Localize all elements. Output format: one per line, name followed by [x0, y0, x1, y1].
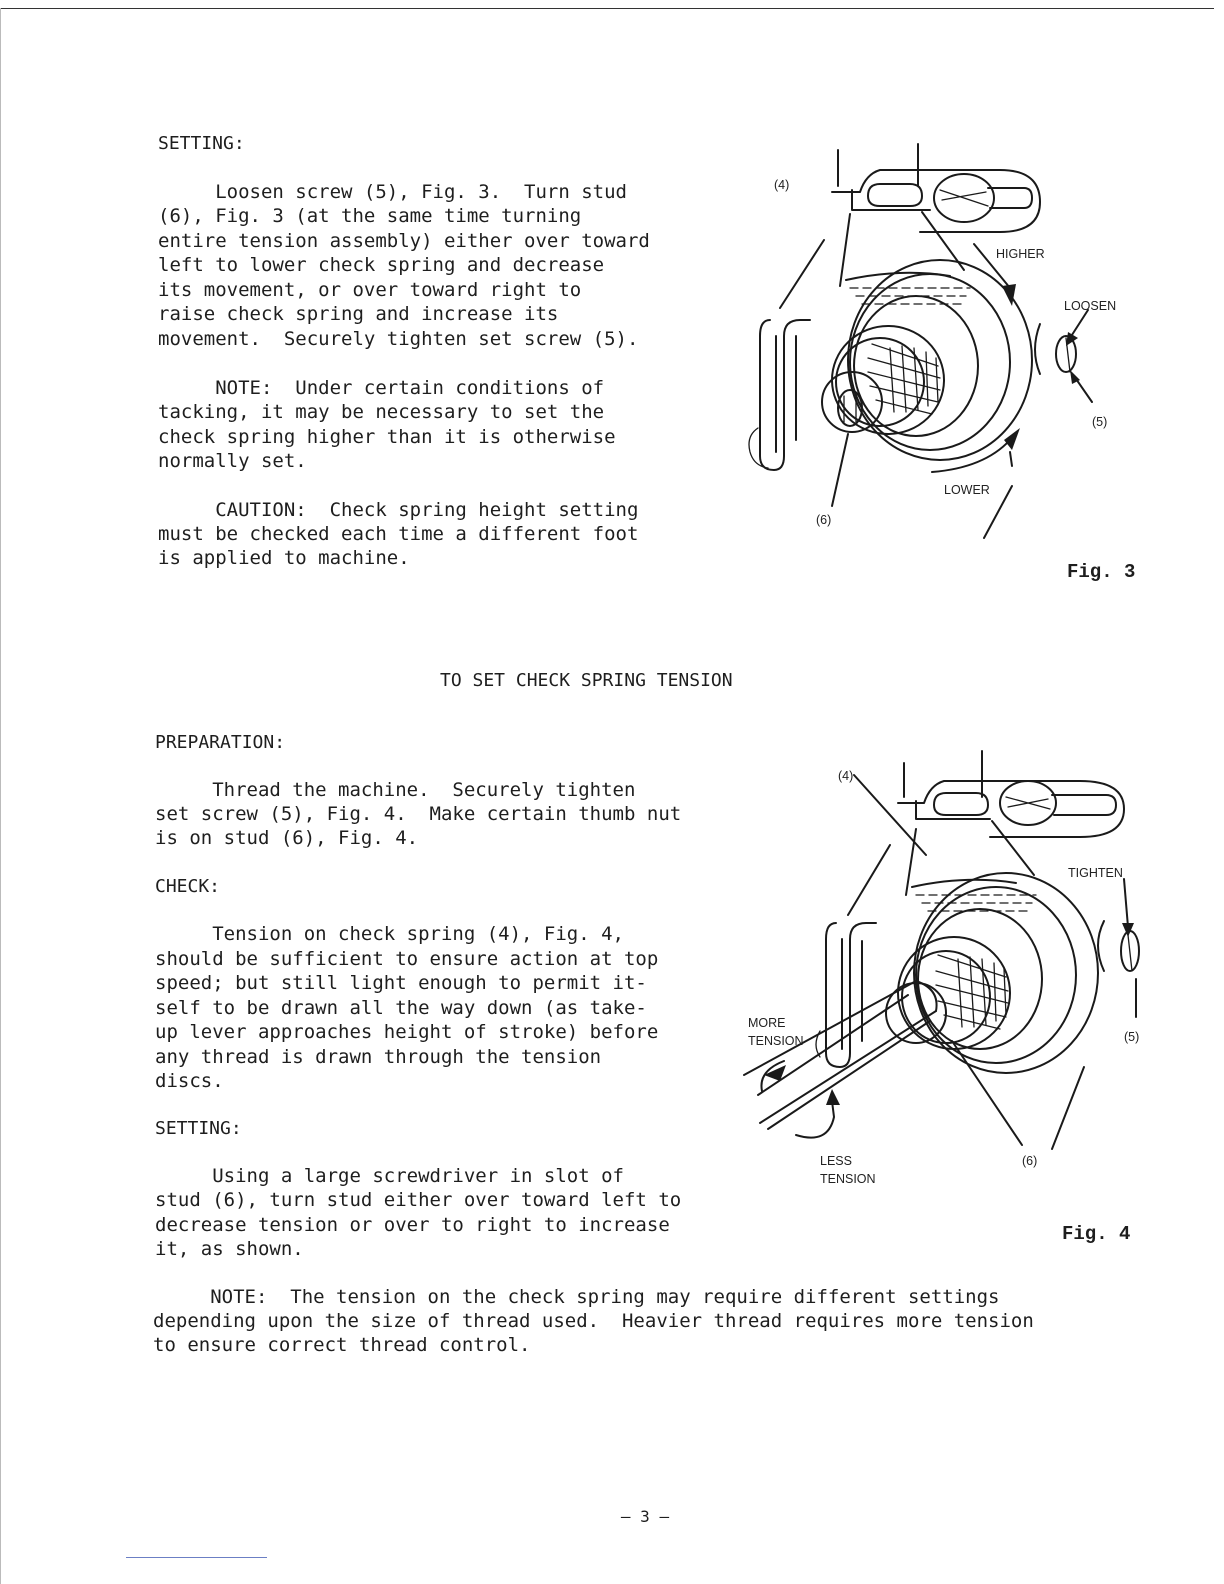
text-line: any thread is drawn through the tension — [155, 1046, 602, 1068]
fig3-label-loosen: LOOSEN — [1064, 299, 1117, 313]
text-line: is applied to machine. — [158, 547, 410, 569]
text-line: set screw (5), Fig. 4. Make certain thumb nut — [155, 803, 682, 825]
fig4-label-less-tension-2: TENSION — [820, 1172, 876, 1186]
page-number: — 3 — — [620, 1507, 670, 1526]
fig4-label-more-tension-1: MORE — [748, 1016, 786, 1030]
setting-heading-1: SETTING: — [158, 133, 245, 154]
fig3-label-higher: HIGHER — [996, 247, 1045, 261]
text-line: check spring higher than it is otherwise — [158, 426, 616, 448]
fig3-label-part5: (5) — [1092, 415, 1108, 429]
text-line: its movement, or over toward right to — [158, 279, 582, 301]
text-line: stud (6), turn stud either over toward left to — [155, 1189, 682, 1211]
text-line: discs. — [155, 1070, 224, 1092]
text-line: (6), Fig. 3 (at the same time turning — [158, 205, 582, 227]
text-line: NOTE: Under certain conditions of — [158, 377, 605, 399]
text-line: left to lower check spring and decrease — [158, 254, 605, 276]
figure-3-illustration — [740, 140, 1140, 550]
text-line: normally set. — [158, 450, 307, 472]
fig4-label-tighten: TIGHTEN — [1068, 866, 1123, 880]
text-line: raise check spring and increase its — [158, 303, 559, 325]
figure-4-caption: Fig. 4 — [1062, 1223, 1131, 1245]
left-page-edge — [0, 8, 1, 1584]
section-title-check-spring-tension: TO SET CHECK SPRING TENSION — [440, 670, 733, 691]
fig4-label-part6: (6) — [1022, 1154, 1038, 1168]
text-line: decrease tension or over to right to increase — [155, 1214, 670, 1236]
text-line: self to be drawn all the way down (as take- — [155, 997, 647, 1019]
text-line: tacking, it may be necessary to set the — [158, 401, 605, 423]
preparation-heading: PREPARATION: — [155, 732, 286, 753]
figure-3-caption: Fig. 3 — [1067, 561, 1136, 583]
text-line: depending upon the size of thread used. Heavier thread requires more tension — [153, 1310, 1034, 1332]
text-line: Thread the machine. Securely tighten — [155, 779, 636, 801]
fig4-label-less-tension-1: LESS — [820, 1154, 852, 1168]
figure-4-illustration — [740, 745, 1160, 1195]
fig4-label-more-tension-2: TENSION — [748, 1034, 804, 1048]
text-line: CAUTION: Check spring height setting — [158, 499, 639, 521]
text-line: it, as shown. — [155, 1238, 304, 1260]
top-border-rule — [0, 8, 1214, 9]
text-line: Using a large screwdriver in slot of — [155, 1165, 624, 1187]
text-line: should be sufficient to ensure action at top — [155, 948, 659, 970]
setting-heading-2: SETTING: — [155, 1118, 242, 1139]
text-line: movement. Securely tighten set screw (5). — [158, 328, 639, 350]
text-line: is on stud (6), Fig. 4. — [155, 827, 419, 849]
fig4-label-part4: (4) — [838, 769, 854, 783]
fig4-label-part5: (5) — [1124, 1030, 1140, 1044]
text-line: Tension on check spring (4), Fig. 4, — [155, 923, 624, 945]
text-line: Loosen screw (5), Fig. 3. Turn stud — [158, 181, 627, 203]
text-line: entire tension assembly) either over toward — [158, 230, 650, 252]
text-line: must be checked each time a different foot — [158, 523, 639, 545]
fig3-label-part4: (4) — [774, 178, 790, 192]
check-heading: CHECK: — [155, 876, 221, 897]
bottom-footnote-rule — [126, 1557, 267, 1558]
text-line: speed; but still light enough to permit it- — [155, 972, 647, 994]
text-line: up lever approaches height of stroke) before — [155, 1021, 659, 1043]
fig3-label-part6: (6) — [816, 513, 832, 527]
text-line: NOTE: The tension on the check spring may require different settings — [153, 1286, 1000, 1308]
text-line: to ensure correct thread control. — [153, 1334, 531, 1356]
fig3-label-lower: LOWER — [944, 483, 990, 497]
